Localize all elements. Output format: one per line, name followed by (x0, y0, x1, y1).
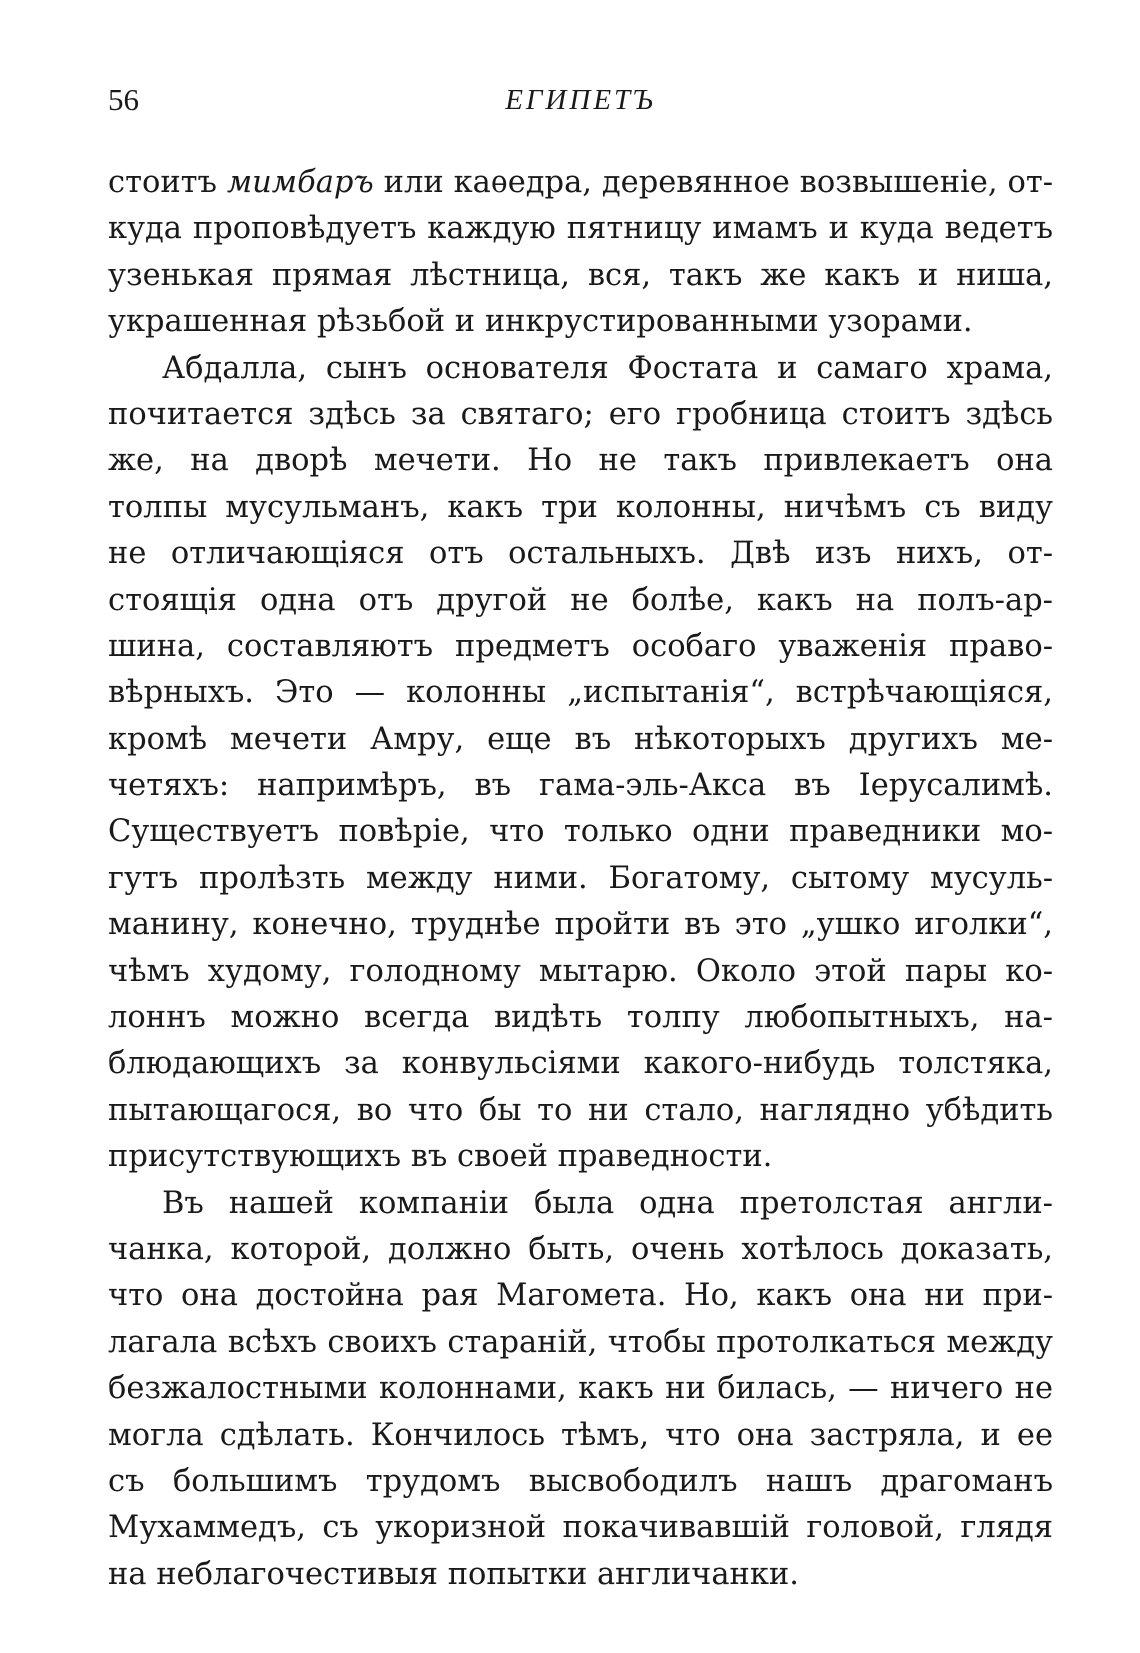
text-line: шина, составляютъ предметъ особаго уваженія право- (108, 628, 1053, 664)
text-line: не отличающіяся отъ остальныхъ. Двѣ изъ нихъ, от- (108, 536, 1053, 572)
text-line: съ большимъ трудомъ высвободилъ нашъ драгоманъ (108, 1463, 1053, 1499)
running-title: ЕГИПЕТЪ (505, 84, 656, 116)
text-line: стоитъ мимбаръ или каѳедра, деревянное возвышеніе, от- (108, 165, 1053, 200)
text-line: стоящія одна отъ другой не болѣе, какъ на полъ-ар- (108, 582, 1053, 618)
text-line: Мухаммедъ, съ укоризной покачивавшій головой, глядя (108, 1510, 1053, 1546)
page-header (108, 72, 1053, 132)
text-line: же, на дворѣ мечети. Но не такъ привлекаетъ она (108, 443, 1053, 479)
text-line: вѣрныхъ. Это — колонны „испытанія“, встрѣчающіяся, (108, 675, 1053, 711)
text-line: лагала всѣхъ своихъ стараній, чтобы протолкаться между (108, 1324, 1053, 1360)
text-line: украшенная рѣзьбой и инкрустированными узорами. (108, 304, 973, 340)
emphasis-word: мимбаръ (226, 165, 374, 200)
text-line: присутствующихъ въ своей праведности. (108, 1139, 773, 1175)
text-line: кромѣ мечети Амру, еще въ нѣкоторыхъ другихъ ме- (108, 721, 1053, 757)
text-line: блюдающихъ за конвульсіями какого-нибудь толстяка, (108, 1046, 1053, 1082)
text-line: гутъ пролѣзть между ними. Богатому, сытому мусуль- (108, 860, 1053, 896)
text-line: безжалостными колоннами, какъ ни билась, — ничего не (108, 1371, 1053, 1407)
text-line: манину, конечно, труднѣе пройти въ это „ушко иголки“, (108, 907, 1053, 943)
text-line: толпы мусульманъ, какъ три колонны, ничѣмъ съ виду (108, 489, 1053, 525)
text-line: Абдалла, сынъ основателя Фостата и самаго храма, (162, 350, 1053, 386)
text-line: на неблагочестивыя попытки англичанки. (108, 1556, 799, 1592)
text-line: четяхъ: напримѣръ, въ гама-эль-Акса въ Іерусалимѣ. (108, 768, 1053, 804)
text-line: пытающагося, во что бы то ни стало, наглядно убѣдить (108, 1092, 1053, 1128)
text-line: что она достойна рая Магомета. Но, какъ она ни при- (108, 1278, 1053, 1314)
text-line: Въ нашей компаніи была одна претолстая англи- (162, 1185, 1053, 1221)
text-line: Существуетъ повѣріе, что только одни праведники мо- (108, 814, 1053, 850)
text-line: куда проповѣдуетъ каждую пятницу имамъ и куда ведетъ (108, 211, 1053, 247)
text-line: лоннъ можно всегда видѣть толпу любопытныхъ, на- (108, 1000, 1053, 1036)
text-line: чѣмъ худому, голодному мытарю. Около этой пары ко- (108, 953, 1053, 989)
text-line: могла сдѣлать. Кончилось тѣмъ, что она застряла, и ее (108, 1417, 1053, 1453)
page-number: 56 (108, 82, 139, 117)
body-text (108, 160, 1053, 1598)
text-line: почитается здѣсь за святаго; его гробница стоитъ здѣсь (108, 396, 1053, 432)
text-line: узенькая прямая лѣстница, вся, такъ же какъ и ниша, (108, 257, 1053, 293)
text-line: чанка, которой, должно быть, очень хотѣлось доказать, (108, 1231, 1053, 1267)
